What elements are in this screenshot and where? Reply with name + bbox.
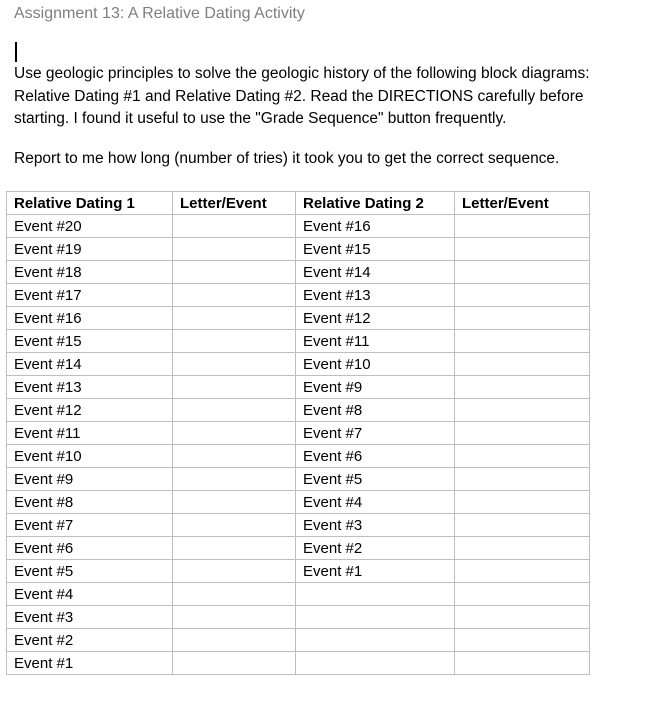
relative-dating-table [6, 191, 590, 675]
rd2-letter-event-cell[interactable] [455, 284, 590, 307]
rd2-event-cell [296, 583, 455, 606]
rd1-letter-event-cell[interactable] [173, 491, 296, 514]
rd1-letter-event-cell[interactable] [173, 606, 296, 629]
rd2-letter-event-cell[interactable] [455, 629, 590, 652]
table-row [7, 422, 590, 445]
rd2-event-cell: Event #8 [296, 399, 455, 422]
rd2-event-cell: Event #12 [296, 307, 455, 330]
table-row [7, 652, 590, 675]
rd1-event-cell: Event #8 [7, 491, 173, 514]
rd1-letter-event-cell[interactable] [173, 238, 296, 261]
rd2-letter-event-cell[interactable] [455, 606, 590, 629]
rd2-letter-event-cell[interactable] [455, 445, 590, 468]
rd2-event-cell: Event #16 [296, 215, 455, 238]
rd2-event-cell: Event #3 [296, 514, 455, 537]
rd1-letter-event-cell[interactable] [173, 445, 296, 468]
rd2-event-cell [296, 629, 455, 652]
rd1-event-cell: Event #12 [7, 399, 173, 422]
rd1-event-cell: Event #20 [7, 215, 173, 238]
rd1-letter-event-cell[interactable] [173, 537, 296, 560]
table-row [7, 491, 590, 514]
rd2-event-cell: Event #2 [296, 537, 455, 560]
table-row [7, 353, 590, 376]
rd1-letter-event-cell[interactable] [173, 583, 296, 606]
table-row [7, 560, 590, 583]
table-row [7, 376, 590, 399]
rd2-letter-event-cell[interactable] [455, 537, 590, 560]
table-row [7, 445, 590, 468]
rd1-letter-event-cell[interactable] [173, 376, 296, 399]
rd1-event-cell: Event #11 [7, 422, 173, 445]
rd1-letter-event-cell[interactable] [173, 307, 296, 330]
rd1-letter-event-cell[interactable] [173, 399, 296, 422]
rd2-event-cell: Event #1 [296, 560, 455, 583]
table-row [7, 238, 590, 261]
text-cursor [15, 42, 17, 62]
rd1-event-cell: Event #7 [7, 514, 173, 537]
rd2-letter-event-cell[interactable] [455, 491, 590, 514]
rd1-letter-event-cell[interactable] [173, 514, 296, 537]
rd2-event-cell [296, 652, 455, 675]
rd1-event-cell: Event #18 [7, 261, 173, 284]
rd2-event-cell [296, 606, 455, 629]
rd2-event-cell: Event #10 [296, 353, 455, 376]
rd2-letter-event-cell[interactable] [455, 215, 590, 238]
header-letter-event-1: Letter/Event [173, 192, 296, 215]
page-title: Assignment 13: A Relative Dating Activity [14, 5, 305, 22]
rd2-letter-event-cell[interactable] [455, 422, 590, 445]
table-row [7, 215, 590, 238]
rd1-letter-event-cell[interactable] [173, 284, 296, 307]
table-header-row [7, 192, 590, 215]
rd1-event-cell: Event #16 [7, 307, 173, 330]
header-letter-event-2: Letter/Event [455, 192, 590, 215]
rd2-event-cell: Event #15 [296, 238, 455, 261]
rd1-letter-event-cell[interactable] [173, 422, 296, 445]
rd1-letter-event-cell[interactable] [173, 353, 296, 376]
rd1-event-cell: Event #10 [7, 445, 173, 468]
rd1-event-cell: Event #17 [7, 284, 173, 307]
rd2-letter-event-cell[interactable] [455, 560, 590, 583]
rd1-letter-event-cell[interactable] [173, 261, 296, 284]
rd1-event-cell: Event #3 [7, 606, 173, 629]
table-row [7, 606, 590, 629]
rd2-event-cell: Event #11 [296, 330, 455, 353]
rd2-letter-event-cell[interactable] [455, 238, 590, 261]
rd1-letter-event-cell[interactable] [173, 629, 296, 652]
table-row [7, 583, 590, 606]
rd2-letter-event-cell[interactable] [455, 652, 590, 675]
rd2-event-cell: Event #7 [296, 422, 455, 445]
header-relative-dating-2: Relative Dating 2 [296, 192, 455, 215]
rd1-event-cell: Event #14 [7, 353, 173, 376]
rd2-event-cell: Event #14 [296, 261, 455, 284]
rd1-event-cell: Event #15 [7, 330, 173, 353]
rd2-event-cell: Event #5 [296, 468, 455, 491]
table-row [7, 261, 590, 284]
rd2-letter-event-cell[interactable] [455, 261, 590, 284]
rd1-letter-event-cell[interactable] [173, 330, 296, 353]
rd1-event-cell: Event #5 [7, 560, 173, 583]
rd1-event-cell: Event #19 [7, 238, 173, 261]
rd2-event-cell: Event #13 [296, 284, 455, 307]
rd1-letter-event-cell[interactable] [173, 215, 296, 238]
table-row [7, 284, 590, 307]
rd1-letter-event-cell[interactable] [173, 468, 296, 491]
rd2-event-cell: Event #9 [296, 376, 455, 399]
table-row [7, 537, 590, 560]
rd2-letter-event-cell[interactable] [455, 376, 590, 399]
table-row [7, 399, 590, 422]
rd2-letter-event-cell[interactable] [455, 307, 590, 330]
rd1-letter-event-cell[interactable] [173, 652, 296, 675]
rd2-event-cell: Event #4 [296, 491, 455, 514]
rd1-event-cell: Event #2 [7, 629, 173, 652]
rd1-event-cell: Event #6 [7, 537, 173, 560]
rd1-letter-event-cell[interactable] [173, 560, 296, 583]
rd2-letter-event-cell[interactable] [455, 514, 590, 537]
report-instruction: Report to me how long (number of tries) it took you to get the correct sequence. [14, 150, 560, 167]
rd2-letter-event-cell[interactable] [455, 468, 590, 491]
rd2-letter-event-cell[interactable] [455, 399, 590, 422]
rd2-event-cell: Event #6 [296, 445, 455, 468]
rd1-event-cell: Event #9 [7, 468, 173, 491]
table-row [7, 307, 590, 330]
instructions-paragraph: Use geologic principles to solve the geologic history of the following block diagrams: Relative Dating #1 and Relative Dating #2. Read the DIRECTIONS carefully before starting. I found it useful to use the "Grade Sequence" button frequently. [14, 65, 590, 127]
rd1-event-cell: Event #1 [7, 652, 173, 675]
rd1-event-cell: Event #4 [7, 583, 173, 606]
rd2-letter-event-cell[interactable] [455, 330, 590, 353]
rd1-event-cell: Event #13 [7, 376, 173, 399]
rd2-letter-event-cell[interactable] [455, 583, 590, 606]
table-row [7, 330, 590, 353]
table-row [7, 514, 590, 537]
table-row [7, 468, 590, 491]
header-relative-dating-1: Relative Dating 1 [7, 192, 173, 215]
rd2-letter-event-cell[interactable] [455, 353, 590, 376]
table-row [7, 629, 590, 652]
